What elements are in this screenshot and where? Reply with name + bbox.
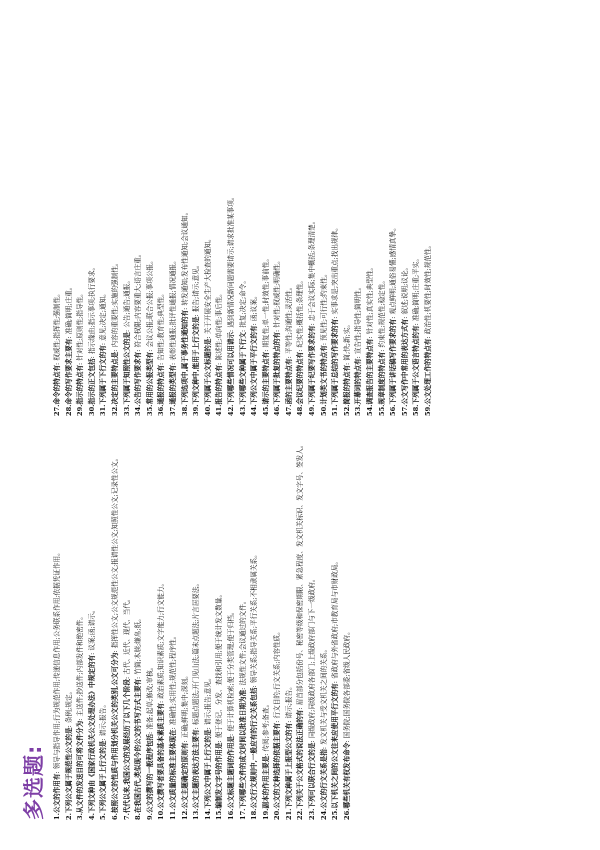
question-number: 27. bbox=[53, 404, 61, 416]
question-item: 16.公文标题主题词的作用是: 便于计算机检索;便于分类管理;便于归档。 bbox=[226, 608, 235, 820]
question-number: 46. bbox=[273, 404, 282, 416]
question-text: 公文的作用有 bbox=[53, 773, 61, 814]
question-stem bbox=[215, 743, 223, 820]
question-text: 计划类文书的特点有 bbox=[319, 345, 328, 405]
question-stem bbox=[354, 358, 362, 416]
question-number: 21. bbox=[284, 808, 293, 820]
question-number: 17. bbox=[238, 808, 247, 820]
question-stem bbox=[343, 743, 351, 820]
question-item: 12.公文主题确定的原则有: 正确;鲜明;集中;深刻。 bbox=[180, 672, 189, 820]
question-text: 公文写作中常用的表达方式有 bbox=[400, 318, 409, 405]
question-stem bbox=[111, 352, 119, 416]
answer-text: 政治性;机要性;时效性;规范性。 bbox=[424, 241, 432, 335]
question-number: 8. bbox=[134, 813, 143, 820]
question-item: 8.在我国古代,类似现今的公文的书写方式主要有: 竹简;木牍;缣帛;纸。 bbox=[134, 615, 143, 820]
answer-text: 表彰性通报;批评性通报;情况通报。 bbox=[168, 257, 177, 361]
question-text: 下列属于知照性公文的是 bbox=[122, 331, 131, 405]
question-number: 53. bbox=[354, 404, 363, 416]
question-number: 9. bbox=[145, 813, 154, 820]
question-number: 54. bbox=[366, 404, 375, 416]
answer-text: 眉首部分包括份号、秘密等级和保密期限、紧急程度、发文机关标识、发文字号、签发人。 bbox=[296, 441, 305, 706]
question-item: 38.下列选项中,属于事务性通知的有: 转发通知;发布性通知;会议通知。 bbox=[180, 208, 189, 416]
question-text: 命令的特点有 bbox=[53, 364, 61, 405]
question-stem bbox=[157, 703, 165, 820]
question-text: 下列文种由《国家行政机关公文处理办法》中规定的有 bbox=[87, 654, 96, 814]
question-item: 49.下列属于纪要写作要求的有: 忠于会议实际;集中概括;条理清楚。 bbox=[308, 217, 317, 416]
question-text: 公文标题主题词的作用是 bbox=[226, 735, 235, 809]
question-number: 24. bbox=[319, 808, 328, 820]
answer-text: 便于计算机检索;便于分类管理;便于归档。 bbox=[226, 608, 235, 732]
question-stem bbox=[424, 339, 432, 416]
question-text: 从文件的发送目的可将文件分为 bbox=[76, 720, 85, 814]
question-text: 请示的主要特点有 bbox=[261, 351, 270, 405]
question-stem bbox=[204, 729, 212, 820]
answer-text: 符合权限;内容要重大;语言庄重。 bbox=[134, 250, 143, 348]
answer-text: 关于开展安全生产大检查的通知。 bbox=[203, 235, 212, 335]
question-number: 52. bbox=[342, 404, 351, 416]
question-stem bbox=[169, 365, 177, 416]
answer-text: 会议公报;联合公报;事项公报。 bbox=[145, 257, 154, 348]
question-item: 5.下列公文属于上行文的是: 请示;报告。 bbox=[99, 701, 108, 820]
question-number: 49. bbox=[308, 404, 317, 416]
question-item: 56.下列属于讲话稿写作要求的有: 观点鲜明;通俗易懂;感情真挚。 bbox=[389, 224, 398, 416]
question-number: 33. bbox=[122, 404, 131, 416]
question-text: 副本的作用主要是 bbox=[261, 755, 270, 809]
question-text: 调查报告的主要特点有 bbox=[366, 338, 375, 405]
question-stem bbox=[134, 352, 142, 416]
question-item: 19.副本的作用主要是: 传阅;参考;备查。 bbox=[261, 700, 270, 820]
question-text: 下列哪些文种属于下行文 bbox=[238, 331, 247, 405]
question-item: 13.公文主题的表达方法主要有: 标题点题法;开门见山法;篇末点题法;片言居要法。 bbox=[192, 579, 201, 820]
answer-text: 省政府与外省政府;市教育局与市财政局。 bbox=[331, 557, 340, 679]
question-text: 规章制度的特点有 bbox=[377, 351, 386, 405]
question-number: 19. bbox=[261, 808, 270, 820]
answer-text: 准确;简明;庄重;平实。 bbox=[412, 255, 421, 322]
question-number: 1. bbox=[53, 813, 61, 820]
question-number: 47. bbox=[284, 404, 293, 416]
answer-text: 针对性;真实性;典型性。 bbox=[366, 263, 375, 335]
answer-text: 同级政府;同级政府各部门;上级政府部门与下一级政府。 bbox=[308, 575, 317, 739]
question-item: 30.指示的正文包括: 指示缘由;指示事项;执行要求。 bbox=[87, 263, 96, 416]
answer-text: 遇到新情况新问题需要请示;请求批准某事项。 bbox=[226, 193, 235, 328]
question-stem bbox=[227, 736, 235, 820]
answer-text: 公告;通告;通报。 bbox=[122, 277, 131, 328]
answer-text: 纪实性;概括性;条理性。 bbox=[296, 277, 305, 348]
answer-text: 指示缘由;指示事项;执行要求。 bbox=[87, 263, 96, 355]
question-stem bbox=[99, 345, 107, 416]
answer-text: 古代、近代、现代、当代。 bbox=[122, 595, 131, 675]
question-text: 会议纪要的特点有 bbox=[296, 351, 305, 405]
question-stem bbox=[285, 358, 293, 416]
question-item: 59.公文处理工作的特点有: 政治性;机要性;时效性;规范性。 bbox=[424, 241, 432, 416]
question-item: 54.调查报告的主要特点有: 针对性;真实性;典型性。 bbox=[366, 263, 375, 416]
columns bbox=[52, 24, 435, 820]
question-text: 下列公文中属于平行文的有 bbox=[250, 325, 259, 405]
question-item: 48.会议纪要的特点有: 纪实性;概括性;条理性。 bbox=[296, 277, 305, 416]
answer-text: 宣告性;指导性;简明性。 bbox=[354, 283, 363, 355]
answer-text: 约束性;规范性;稳定性。 bbox=[377, 277, 386, 348]
question-text: 决定的主要特点是 bbox=[110, 351, 119, 405]
answer-text: 准确性;实用性;规范性;程序性。 bbox=[168, 632, 177, 726]
question-stem bbox=[215, 365, 223, 416]
question-item: 17.下列哪些文件的成文时间以批准日期为准: 法规性文件;会议通过的文件。 bbox=[238, 597, 247, 820]
question-stem bbox=[250, 325, 258, 416]
question-number: 7. bbox=[122, 813, 131, 820]
question-number: 13. bbox=[192, 808, 201, 820]
question-stem bbox=[204, 339, 212, 416]
question-number: 29. bbox=[76, 404, 85, 416]
question-stem bbox=[331, 683, 339, 820]
answer-text: 准备;起草;修改;审核。 bbox=[145, 663, 154, 730]
question-number: 55. bbox=[377, 404, 386, 416]
question-number: 16. bbox=[226, 808, 235, 820]
question-number: 56. bbox=[389, 404, 398, 416]
question-number: 43. bbox=[238, 404, 247, 416]
question-text: 编制发文字号的作用是 bbox=[215, 742, 224, 809]
question-text: 简报的特点有 bbox=[342, 364, 351, 405]
question-item: 11.公文质量的标准主要体现在: 准确性;实用性;规范性;程序性。 bbox=[168, 632, 177, 820]
question-text: 下列公文属于上行文的是 bbox=[99, 740, 108, 814]
question-stem bbox=[192, 317, 200, 417]
question-item: 51.下列属于总结的写作要求的有: 实事求是;突出重点;找出规律。 bbox=[331, 224, 340, 416]
question-stem bbox=[157, 365, 165, 416]
question-text: 报告的特点有 bbox=[215, 364, 224, 405]
question-text: 公文的文种选择的依据主要有 bbox=[273, 722, 282, 809]
question-number: 30. bbox=[87, 404, 96, 416]
question-number: 48. bbox=[296, 404, 305, 416]
answer-text: 实事求是;突出重点;找出规律。 bbox=[331, 224, 340, 315]
question-item: 46.下列属于批复的特点的有: 针对性;权威性;明确性。 bbox=[273, 257, 282, 416]
question-text: 常用的公报类型有 bbox=[145, 351, 154, 405]
question-text: 下列公文属于规范性公文的是 bbox=[64, 727, 73, 814]
question-text: 公文撰写者要具备的基本素质主要有 bbox=[157, 703, 166, 809]
answer-text: 陈述性;单向性;事后性。 bbox=[215, 290, 224, 361]
question-item: 34.公告的写作要求有: 符合权限;内容要重大;语言庄重。 bbox=[134, 250, 143, 416]
answer-text: 议案;函;请示。 bbox=[87, 606, 96, 651]
question-number: 12. bbox=[180, 808, 189, 820]
question-item: 50.计划类文书的特点有: 预见性;可行性;约束性。 bbox=[319, 270, 328, 416]
question-number: 5. bbox=[99, 813, 108, 820]
question-text: 函的主要特点有 bbox=[284, 358, 293, 405]
question-stem bbox=[65, 727, 73, 820]
question-stem bbox=[331, 319, 339, 416]
question-item: 39.下列文种中,能用于上行文的是: 报告;请示;意见。 bbox=[192, 261, 201, 416]
answer-text: 政治素质;知识素质;文字能力;行文能力。 bbox=[157, 579, 166, 699]
question-stem bbox=[146, 734, 154, 820]
question-text: 公文处理工作的特点有 bbox=[424, 338, 432, 405]
question-text: 下列属于批复的特点的有 bbox=[273, 331, 282, 405]
question-number: 18. bbox=[250, 808, 259, 820]
question-item: 3.从文件的发送目的可将文件分为: 主送件;抄送件;内部发件和绝密件。 bbox=[76, 613, 85, 820]
question-stem bbox=[181, 743, 189, 820]
question-number: 51. bbox=[331, 404, 340, 416]
question-stem bbox=[296, 352, 304, 416]
section-title: 多选题: bbox=[22, 744, 46, 820]
answer-text: 意见;决定;通知。 bbox=[99, 290, 108, 341]
answer-text: 请示;报告。 bbox=[99, 701, 108, 737]
question-text: 下列属于下行文的有 bbox=[99, 345, 108, 405]
question-item: 58.下列属于公文语言特点的有: 准确;简明;庄重;平实。 bbox=[412, 255, 421, 416]
question-number: 39. bbox=[192, 404, 201, 416]
question-item: 21.下列文种属于上报型公文的有: 请示;报告。 bbox=[284, 683, 293, 820]
question-stem bbox=[343, 365, 351, 416]
question-item: 14.下列公文中属于上行文的是: 请示;报告;意见。 bbox=[203, 674, 212, 820]
question-stem bbox=[308, 743, 316, 820]
answer-text: 针对性;原则性;指导性。 bbox=[76, 290, 85, 361]
question-stem bbox=[169, 729, 177, 820]
question-stem bbox=[88, 655, 96, 820]
question-item: 32.决定的主要特点是: 内容的重要性;实施的强制性。 bbox=[110, 259, 119, 416]
answer-text: 函;议案。 bbox=[250, 292, 259, 322]
question-stem bbox=[76, 721, 84, 820]
question-number: 25. bbox=[331, 808, 340, 820]
question-text: 公文的行文关系是指 bbox=[319, 749, 328, 809]
question-stem bbox=[250, 688, 258, 820]
question-text: 公告的写作要求有 bbox=[134, 351, 143, 405]
question-item: 55.规章制度的特点有: 约束性;规范性;稳定性。 bbox=[377, 277, 386, 416]
question-number: 50. bbox=[319, 404, 328, 416]
question-stem bbox=[76, 365, 84, 416]
question-item: 18.公文行文规则中,一般应有的行文关系包括: 领导关系;指导关系;平行关系;不相隶属关系。 bbox=[250, 551, 259, 820]
question-item: 52.简报的特点有: 简;快;新;实。 bbox=[342, 320, 351, 416]
answer-text: 正确;鲜明;集中;深刻。 bbox=[180, 672, 189, 739]
question-text: 下列关于公文格式的说法正确的有 bbox=[296, 709, 305, 809]
question-stem bbox=[53, 365, 61, 416]
question-stem bbox=[111, 653, 119, 820]
question-stem bbox=[262, 352, 270, 416]
answer-text: 便于登记、分发、查找和引用;便于统计发文数量。 bbox=[215, 590, 224, 739]
question-text: 指示的特点有 bbox=[76, 364, 85, 405]
question-text: 开幕词的特点有 bbox=[354, 358, 363, 405]
question-item: 10.公文撰写者要具备的基本素质主要有: 政治素质;知识素质;文字能力;行文能力。 bbox=[157, 579, 166, 820]
question-number: 41. bbox=[215, 404, 224, 416]
question-text: 下列公文中属于上行文的是 bbox=[203, 729, 212, 809]
question-item: 26.哪些机关有权发布命令: 国务院;国务院各部委;省级人民政府。 bbox=[342, 628, 351, 820]
question-number: 31. bbox=[99, 404, 108, 416]
answer-text: 权威性;指挥性;强制性。 bbox=[53, 290, 61, 361]
answer-text: 叙述;说明;议论。 bbox=[400, 263, 409, 315]
question-item: 20.公文的文种选择的依据主要有: 行文目的;行文关系;内容性质。 bbox=[273, 628, 282, 820]
question-stem bbox=[192, 729, 200, 820]
question-text: 公文的撰写的一般程序包括 bbox=[145, 733, 154, 814]
question-item: 40.下列属于公文标题的是: 关于开展安全生产大检查的通知。 bbox=[203, 235, 212, 416]
question-text: 按照公文的性质与作用划分机关公文的类别,公文可分为 bbox=[110, 652, 119, 814]
question-item: 6.按照公文的性质与作用划分机关公文的类别,公文可分为: 指挥性公文;公文规范性公文;报请性公文;知照性公文;记录性公文。 bbox=[110, 454, 119, 820]
answer-text: 主送件;抄送件;内部发件和绝密件。 bbox=[76, 613, 85, 717]
question-item: 7.代代以来,我国公文的发展经历了以下几个阶段: 古代、近代、现代、当代。 bbox=[122, 595, 131, 820]
answer-text: 指挥性公文;公文规范性公文;报请性公文;知照性公文;记录性公文。 bbox=[110, 454, 119, 649]
question-number: 6. bbox=[110, 813, 119, 820]
question-item: 43.下列哪些文种属于下行文: 批复;决定;命令。 bbox=[238, 277, 247, 416]
question-text: 下列属于讲话稿写作要求的有 bbox=[389, 318, 398, 405]
question-text: 在我国古代,类似现今的公文的书写方式主要有 bbox=[134, 678, 143, 814]
answer-text: 行文目的;行文关系;内容性质。 bbox=[273, 628, 282, 719]
question-stem bbox=[412, 325, 420, 416]
question-item: 9.公文的撰写的一般程序包括: 准备;起草;修改;审核。 bbox=[145, 663, 154, 820]
question-stem bbox=[285, 723, 293, 820]
answer-text: 传阅;参考;备查。 bbox=[261, 700, 270, 752]
question-number: 34. bbox=[134, 404, 143, 416]
question-number: 59. bbox=[424, 404, 432, 416]
question-item: 23.下列可以联合行文的是: 同级政府;同级政府各部门;上级政府部门与下一级政府。 bbox=[308, 575, 317, 820]
question-text: 公文主题确定的原则有 bbox=[180, 742, 189, 809]
answer-text: 平等性;沟通性;灵活性。 bbox=[284, 283, 293, 355]
question-number: 45. bbox=[261, 404, 270, 416]
question-text: 下列哪些文件的成文时间以批准日期为准 bbox=[238, 689, 247, 809]
answer-text: 条例;规定。 bbox=[64, 687, 73, 724]
answer-text: 预见性;可行性;约束性。 bbox=[319, 270, 328, 341]
answer-text: 发文机关与受文机关之间的关系。 bbox=[319, 645, 328, 745]
question-item: 15.编制发文字号的作用是: 便于登记、分发、查找和引用;便于统计发文数量。 bbox=[215, 590, 224, 820]
question-number: 58. bbox=[412, 404, 421, 416]
question-stem bbox=[53, 774, 61, 820]
question-number: 14. bbox=[203, 808, 212, 820]
question-number: 11. bbox=[168, 808, 177, 820]
answer-text: 期复性;单一性;时效性;事前性。 bbox=[261, 255, 270, 348]
question-number: 2. bbox=[64, 813, 73, 820]
question-stem bbox=[320, 345, 328, 416]
question-item: 1.公文的作用有: 领导与指导作用;行为规范作用;传递信息作用;公务联系作用;依据凭证作用。 bbox=[53, 549, 61, 820]
question-number: 38. bbox=[180, 404, 189, 416]
question-stem bbox=[134, 679, 142, 820]
question-item: 31.下列属于下行文的有: 意见;决定;通知。 bbox=[99, 290, 108, 416]
question-number: 26. bbox=[342, 808, 351, 820]
question-number: 3. bbox=[76, 813, 85, 820]
question-number: 44. bbox=[250, 404, 259, 416]
question-number: 36. bbox=[157, 404, 166, 416]
question-item: 36.通报的特点有: 告知性;教育性;典型性。 bbox=[157, 290, 166, 416]
question-item: 25.以下机关之间的公文往来应使用平行文的有: 省政府与外省政府;市教育局与市财政局。 bbox=[331, 557, 340, 820]
question-item: 37.通报的类型有: 表彰性通报;批评性通报;情况通报。 bbox=[168, 257, 177, 416]
answer-text: 准确;简明;庄重。 bbox=[64, 283, 73, 335]
answer-text: 法规性文件;会议通过的文件。 bbox=[238, 597, 247, 686]
question-stem bbox=[181, 310, 189, 416]
question-item: 41.报告的特点有: 陈述性;单向性;事后性。 bbox=[215, 290, 224, 416]
answer-text: 请示;报告;意见。 bbox=[203, 674, 212, 726]
answer-text: 内容的重要性;实施的强制性。 bbox=[110, 259, 119, 348]
question-text: 哪些机关有权发布命令 bbox=[342, 742, 351, 809]
question-stem bbox=[146, 352, 154, 416]
question-item: 44.下列公文中属于平行文的有: 函;议案。 bbox=[250, 292, 259, 416]
question-item: 47.函的主要特点有: 平等性;沟通性;灵活性。 bbox=[284, 283, 293, 416]
question-number: 37. bbox=[168, 404, 177, 416]
answer-text: 批复;决定;命令。 bbox=[238, 277, 247, 328]
question-stem bbox=[296, 710, 304, 820]
question-text: 下列文种中,能用于上行文的是 bbox=[192, 316, 201, 405]
question-item: 57.公文写作中常用的表达方式有: 叙述;说明;议论。 bbox=[400, 263, 409, 416]
question-text: 下列哪些情况可以用请示 bbox=[226, 331, 235, 405]
left-column bbox=[52, 428, 435, 820]
question-number: 4. bbox=[87, 813, 96, 820]
question-item: 2.下列公文属于规范性公文的是: 条例;规定。 bbox=[64, 687, 73, 820]
question-item: 27.命令的特点有: 权威性;指挥性;强制性。 bbox=[53, 290, 61, 416]
question-item: 42.下列哪些情况可以用请示: 遇到新情况新问题需要请示;请求批准某事项。 bbox=[226, 193, 235, 416]
question-text: 下列选项中,属于事务性通知的有 bbox=[180, 309, 189, 405]
question-stem bbox=[262, 756, 270, 820]
question-text: 通报的类型有 bbox=[168, 364, 177, 405]
question-stem bbox=[239, 690, 247, 820]
question-text: 代代以来,我国公文的发展经历了以下几个阶段 bbox=[122, 678, 131, 814]
answer-text: 观点鲜明;通俗易懂;感情真挚。 bbox=[389, 224, 398, 315]
answer-text: 告知性;教育性;典型性。 bbox=[157, 290, 166, 361]
question-number: 22. bbox=[296, 808, 305, 820]
question-number: 35. bbox=[145, 404, 154, 416]
answer-text: 转发通知;发布性通知;会议通知。 bbox=[180, 208, 189, 306]
question-text: 以下机关之间的公文往来应使用平行文的有 bbox=[331, 683, 340, 809]
question-text: 下列文种属于上报型公文的有 bbox=[284, 722, 293, 809]
question-number: 23. bbox=[308, 808, 317, 820]
question-number: 10. bbox=[157, 808, 166, 820]
question-text: 下列属于公文语言特点的有 bbox=[412, 325, 421, 405]
question-number: 28. bbox=[64, 404, 73, 416]
question-text: 下列可以联合行文的是 bbox=[308, 742, 317, 809]
question-text: 指示的正文包括 bbox=[87, 358, 96, 405]
question-stem bbox=[320, 749, 328, 820]
question-item: 28.命令的写作要求主要有: 准确;简明;庄重。 bbox=[64, 283, 73, 416]
question-item: 4.下列文种由《国家行政机关公文处理办法》中规定的有: 议案;函;请示。 bbox=[87, 606, 96, 820]
question-stem bbox=[378, 352, 386, 416]
question-text: 公文主题的表达方法主要有 bbox=[192, 729, 201, 809]
question-number: 42. bbox=[226, 404, 235, 416]
answer-text: 简;快;新;实。 bbox=[342, 320, 351, 361]
question-stem bbox=[123, 332, 131, 416]
question-number: 15. bbox=[215, 808, 224, 820]
question-stem bbox=[123, 679, 131, 820]
question-stem bbox=[239, 332, 247, 416]
question-stem bbox=[389, 319, 397, 416]
answer-text: 竹简;木牍;缣帛;纸。 bbox=[134, 615, 143, 675]
question-stem bbox=[273, 332, 281, 416]
question-stem bbox=[401, 319, 409, 416]
answer-text: 标题点题法;开门见山法;篇末点题法;片言居要法。 bbox=[192, 579, 201, 726]
answer-text: 忠于会议实际;集中概括;条理清楚。 bbox=[308, 217, 317, 322]
question-item: 53.开幕词的特点有: 宣告性;指导性;简明性。 bbox=[354, 283, 363, 416]
question-number: 57. bbox=[400, 404, 409, 416]
question-item: 24.公文的行文关系是指: 发文机关与受文机关之间的关系。 bbox=[319, 645, 328, 820]
question-item: 45.请示的主要特点有: 期复性;单一性;时效性;事前性。 bbox=[261, 255, 270, 416]
question-stem bbox=[366, 339, 374, 416]
question-stem bbox=[99, 741, 107, 820]
question-stem bbox=[88, 358, 96, 416]
question-text: 公文行文规则中,一般应有的行文关系包括 bbox=[250, 687, 259, 809]
question-number: 40. bbox=[203, 404, 212, 416]
question-stem bbox=[65, 339, 73, 416]
question-text: 公文质量的标准主要体现在 bbox=[168, 729, 177, 809]
question-item: 29.指示的特点有: 针对性;原则性;指导性。 bbox=[76, 290, 85, 416]
question-number: 20. bbox=[273, 808, 282, 820]
question-item: 33.下列属于知照性公文的是: 公告;通告;通报。 bbox=[122, 277, 131, 416]
question-item: 22.下列关于公文格式的说法正确的有: 眉首部分包括份号、秘密等级和保密期限、紧急程度、发文机关标识、发文字号、签发人。 bbox=[296, 441, 305, 820]
question-text: 命令的写作要求主要有 bbox=[64, 338, 73, 405]
answer-text: 针对性;权威性;明确性。 bbox=[273, 257, 282, 328]
question-stem bbox=[227, 332, 235, 416]
right-column bbox=[52, 24, 435, 416]
answer-text: 报告;请示;意见。 bbox=[192, 261, 201, 313]
question-number: 32. bbox=[110, 404, 119, 416]
question-stem bbox=[273, 723, 281, 820]
question-text: 下列属于公文标题的是 bbox=[203, 338, 212, 405]
question-text: 下列属于纪要写作要求的有 bbox=[308, 325, 317, 405]
answer-text: 国务院;国务院各部委;省级人民政府。 bbox=[342, 628, 351, 739]
question-item: 35.常用的公报类型有: 会议公报;联合公报;事项公报。 bbox=[145, 257, 154, 416]
question-stem bbox=[308, 325, 316, 416]
question-text: 下列属于总结的写作要求的有 bbox=[331, 318, 340, 405]
answer-text: 领导关系;指导关系;平行关系;不相隶属关系。 bbox=[250, 551, 259, 684]
question-text: 通报的特点有 bbox=[157, 364, 166, 405]
answer-text: 领导与指导作用;行为规范作用;传递信息作用;公务联系作用;依据凭证作用。 bbox=[53, 549, 61, 770]
answer-text: 请示;报告。 bbox=[284, 683, 293, 719]
